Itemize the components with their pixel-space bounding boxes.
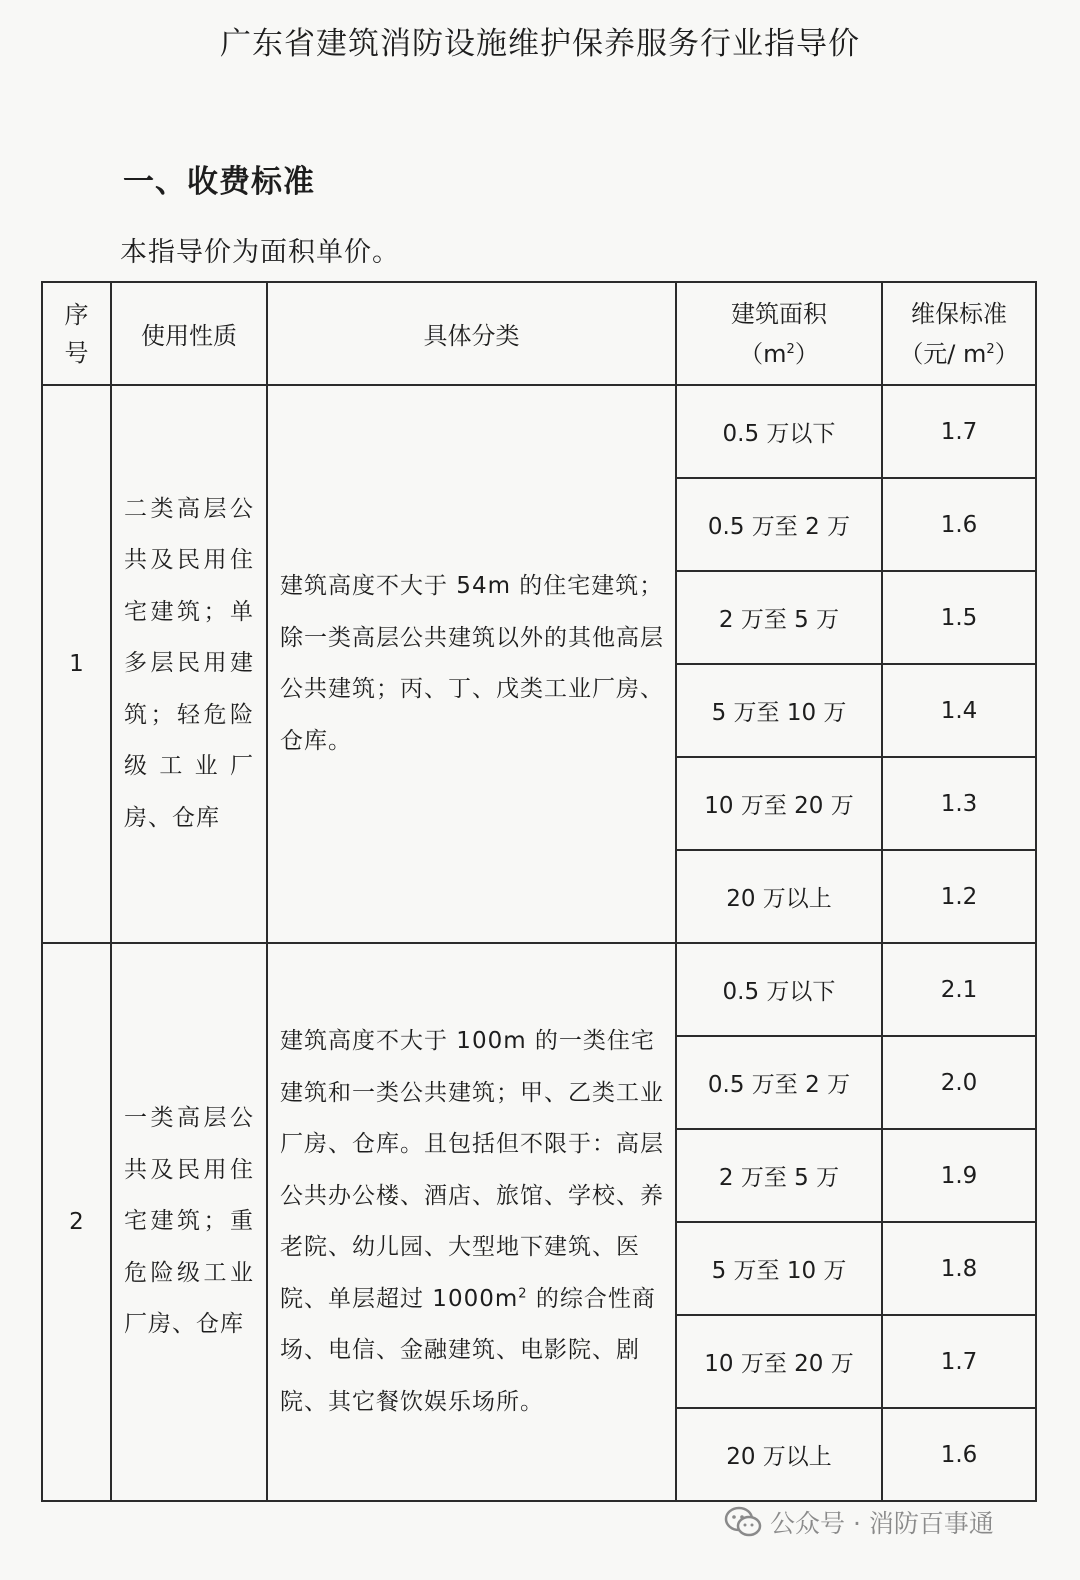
wechat-icon (724, 1505, 762, 1539)
header-category: 具体分类 (267, 282, 676, 385)
price-cell: 1.2 (882, 850, 1036, 943)
price-cell: 1.6 (882, 478, 1036, 571)
watermark (724, 1504, 994, 1540)
table-header-row (42, 282, 1036, 385)
group-category: 建筑高度不大于 54m 的住宅建筑；除一类高层公共建筑以外的其他高层公共建筑；丙、丁、戊类工业厂房、仓库。 (267, 385, 676, 943)
area-cell: 20 万以上 (676, 850, 882, 943)
header-seq: 序 号 (42, 282, 111, 385)
price-cell: 1.6 (882, 1408, 1036, 1501)
section-heading: 一、收费标准 (123, 164, 315, 200)
area-cell: 10 万至 20 万 (676, 1315, 882, 1408)
area-cell: 0.5 万以下 (676, 385, 882, 478)
price-cell: 1.5 (882, 571, 1036, 664)
area-cell: 20 万以上 (676, 1408, 882, 1501)
price-cell: 1.7 (882, 1315, 1036, 1408)
price-cell: 1.7 (882, 385, 1036, 478)
table-row (42, 943, 1036, 1036)
area-cell: 5 万至 10 万 (676, 1222, 882, 1315)
area-cell: 2 万至 5 万 (676, 571, 882, 664)
price-cell: 1.4 (882, 664, 1036, 757)
document-title: 广东省建筑消防设施维护保养服务行业指导价 (220, 26, 860, 62)
area-cell: 2 万至 5 万 (676, 1129, 882, 1222)
area-cell: 5 万至 10 万 (676, 664, 882, 757)
group-seq: 1 (42, 385, 111, 943)
header-price: 维保标准 （元/ $m^2$） (882, 282, 1036, 385)
table-row (42, 385, 1036, 478)
price-cell: 1.8 (882, 1222, 1036, 1315)
price-cell: 1.3 (882, 757, 1036, 850)
area-cell: 10 万至 20 万 (676, 757, 882, 850)
price-table (41, 281, 1037, 1502)
header-use: 使用性质 (111, 282, 267, 385)
area-cell: 0.5 万至 2 万 (676, 478, 882, 571)
area-cell: 0.5 万以下 (676, 943, 882, 1036)
group-use: 二类高层公共及民用住宅建筑；单多层民用建筑；轻危险级工业厂房、仓库 (111, 385, 267, 943)
price-cell: 1.9 (882, 1129, 1036, 1222)
intro-text: 本指导价为面积单价。 (120, 237, 400, 268)
group-seq: 2 (42, 943, 111, 1501)
watermark-text: 公众号 · 消防百事通 (770, 1509, 994, 1538)
group-category: 建筑高度不大于 100m 的一类住宅建筑和一类公共建筑；甲、乙类工业厂房、仓库。且包括但不限于：高层公共办公楼、酒店、旅馆、学校、养老院、幼儿园、大型地下建筑、医院、单层超过 $1000m^2$ 的综合性商场、电信、金融建筑、电影院、剧院、其它餐饮娱乐场所。 (267, 943, 676, 1501)
group-use: 一类高层公共及民用住宅建筑；重危险级工业厂房、仓库 (111, 943, 267, 1501)
area-cell: 0.5 万至 2 万 (676, 1036, 882, 1129)
header-area: 建筑面积 $(m^2)$ (676, 282, 882, 385)
price-cell: 2.1 (882, 943, 1036, 1036)
price-cell: 2.0 (882, 1036, 1036, 1129)
